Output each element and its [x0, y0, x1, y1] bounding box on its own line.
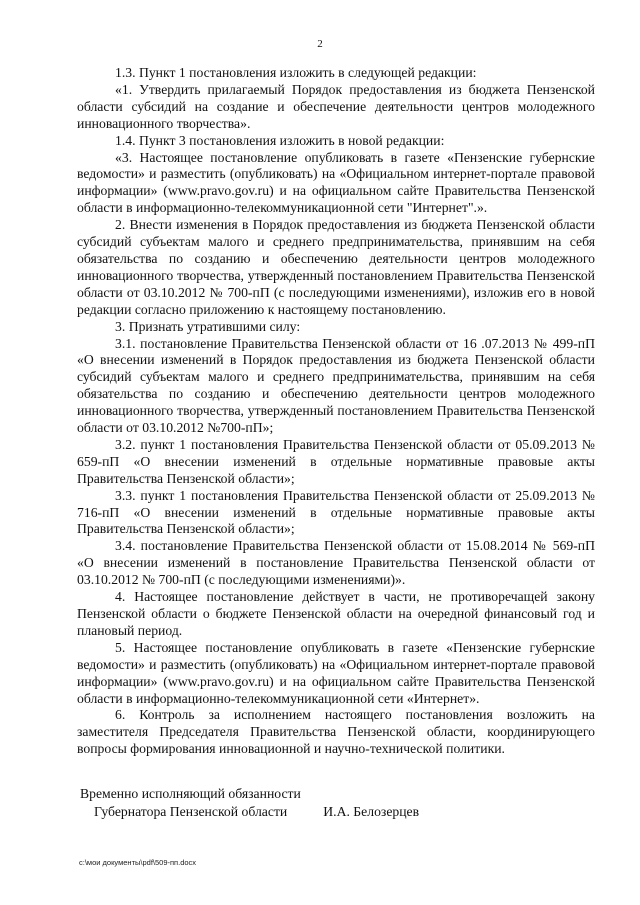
signatory-position-line2 [80, 803, 560, 821]
signatory-position-line1: Временно исполняющий обязанности [80, 786, 301, 801]
paragraph-4: 4. Настоящее постановление действует в части, не противоречащей закону Пензенской области о бюджете Пензенской области на очередной финансовый год и плановый период. [77, 589, 595, 638]
paragraph-3-2: 3.2. пункт 1 постановления Правительства Пензенской области от 05.09.2013 № 659-пП «О внесении изменений в отдельные нормативные правовые акты Правительства Пензенской области»; [77, 436, 595, 486]
paragraph-1-3: 1.3. Пункт 1 постановления изложить в следующей редакции: [115, 65, 477, 80]
paragraph-6: 6. Контроль за исполнением настоящего постановления возложить на заместителя Председателя Правительства Пензенской области, координирующего вопросы формирования инновационной и научно-технической политики. [77, 707, 595, 757]
signatory-title: Губернатора Пензенской области [94, 804, 288, 819]
document-body [77, 65, 595, 758]
paragraph-3-3: 3.3. пункт 1 постановления Правительства Пензенской области от 25.09.2013 № 716-пП «О внесении изменений в отдельные нормативные правовые акты Правительства Пензенской области»; [77, 487, 595, 537]
paragraph-2: 2. Внести изменения в Порядок предоставления из бюджета Пензенской области субсидий субъектам малого и среднего предпринимательства, принявшим на себя обязательства по созданию и обеспечению деятельности центров молодежного инновационного творчества, утвержденный постановлением Правительства Пензенской области от 03.10.2012 № 700-пП (с последующими изменениями), изложив его в новой редакции согласно приложению к настоящему постановлению. [77, 217, 595, 317]
paragraph-5: 5. Настоящее постановление опубликовать в газете «Пензенские губернские ведомости» и разместить (опубликовать) на «Официальном интернет-портале правовой информации» (www.pravo.gov.ru) и на официальном сайте Правительства Пензенской области в информационно-телекоммуникационной сети «Интернет». [77, 639, 595, 706]
paragraph-3: 3. Признать утратившими силу: [115, 318, 301, 334]
paragraph-1-3-text: «1. Утвердить прилагаемый Порядок предоставления из бюджета Пензенской области субсидий на создание и обеспечение деятельности центров молодежного инновационного творчества». [77, 81, 595, 131]
page-number: 2 [317, 38, 323, 50]
paragraph-3-1: 3.1. постановление Правительства Пензенской области от 16 .07.2013 № 499-пП «О внесении изменений в Порядок предоставления из бюджета Пензенской области субсидий субъектам малого и среднего предпринимательства, принявшим на себя обязательства по созданию и обеспечению деятельности центров молодежного инновационного творчества, утвержденный постановлением Правительства Пензенской области от 03.10.2012 №700-пП»; [77, 335, 595, 436]
signatory-name: И.А. Белозерцев [323, 804, 420, 819]
paragraph-3-4: 3.4. постановление Правительства Пензенской области от 15.08.2014 № 569-пП «О внесении изменений в постановление Правительства Пензенской области от 03.10.2012 № 700-пП (с последующими изменениями)». [77, 538, 595, 588]
signature-block [80, 785, 560, 821]
paragraph-1-4: 1.4. Пункт 3 постановления изложить в новой редакции: [115, 132, 445, 148]
paragraph-1-4-text: «3. Настоящее постановление опубликовать в газете «Пензенские губернские ведомости» и разместить (опубликовать) на «Официальном интернет-портале правовой информации» (www.pravo.gov.ru) и на официальном сайте Правительства Пензенской области в информационно-телекоммуникационной сети "Интернет".». [77, 149, 595, 216]
file-path: c:\мои документы\pdf\509-пп.docx [79, 858, 197, 867]
